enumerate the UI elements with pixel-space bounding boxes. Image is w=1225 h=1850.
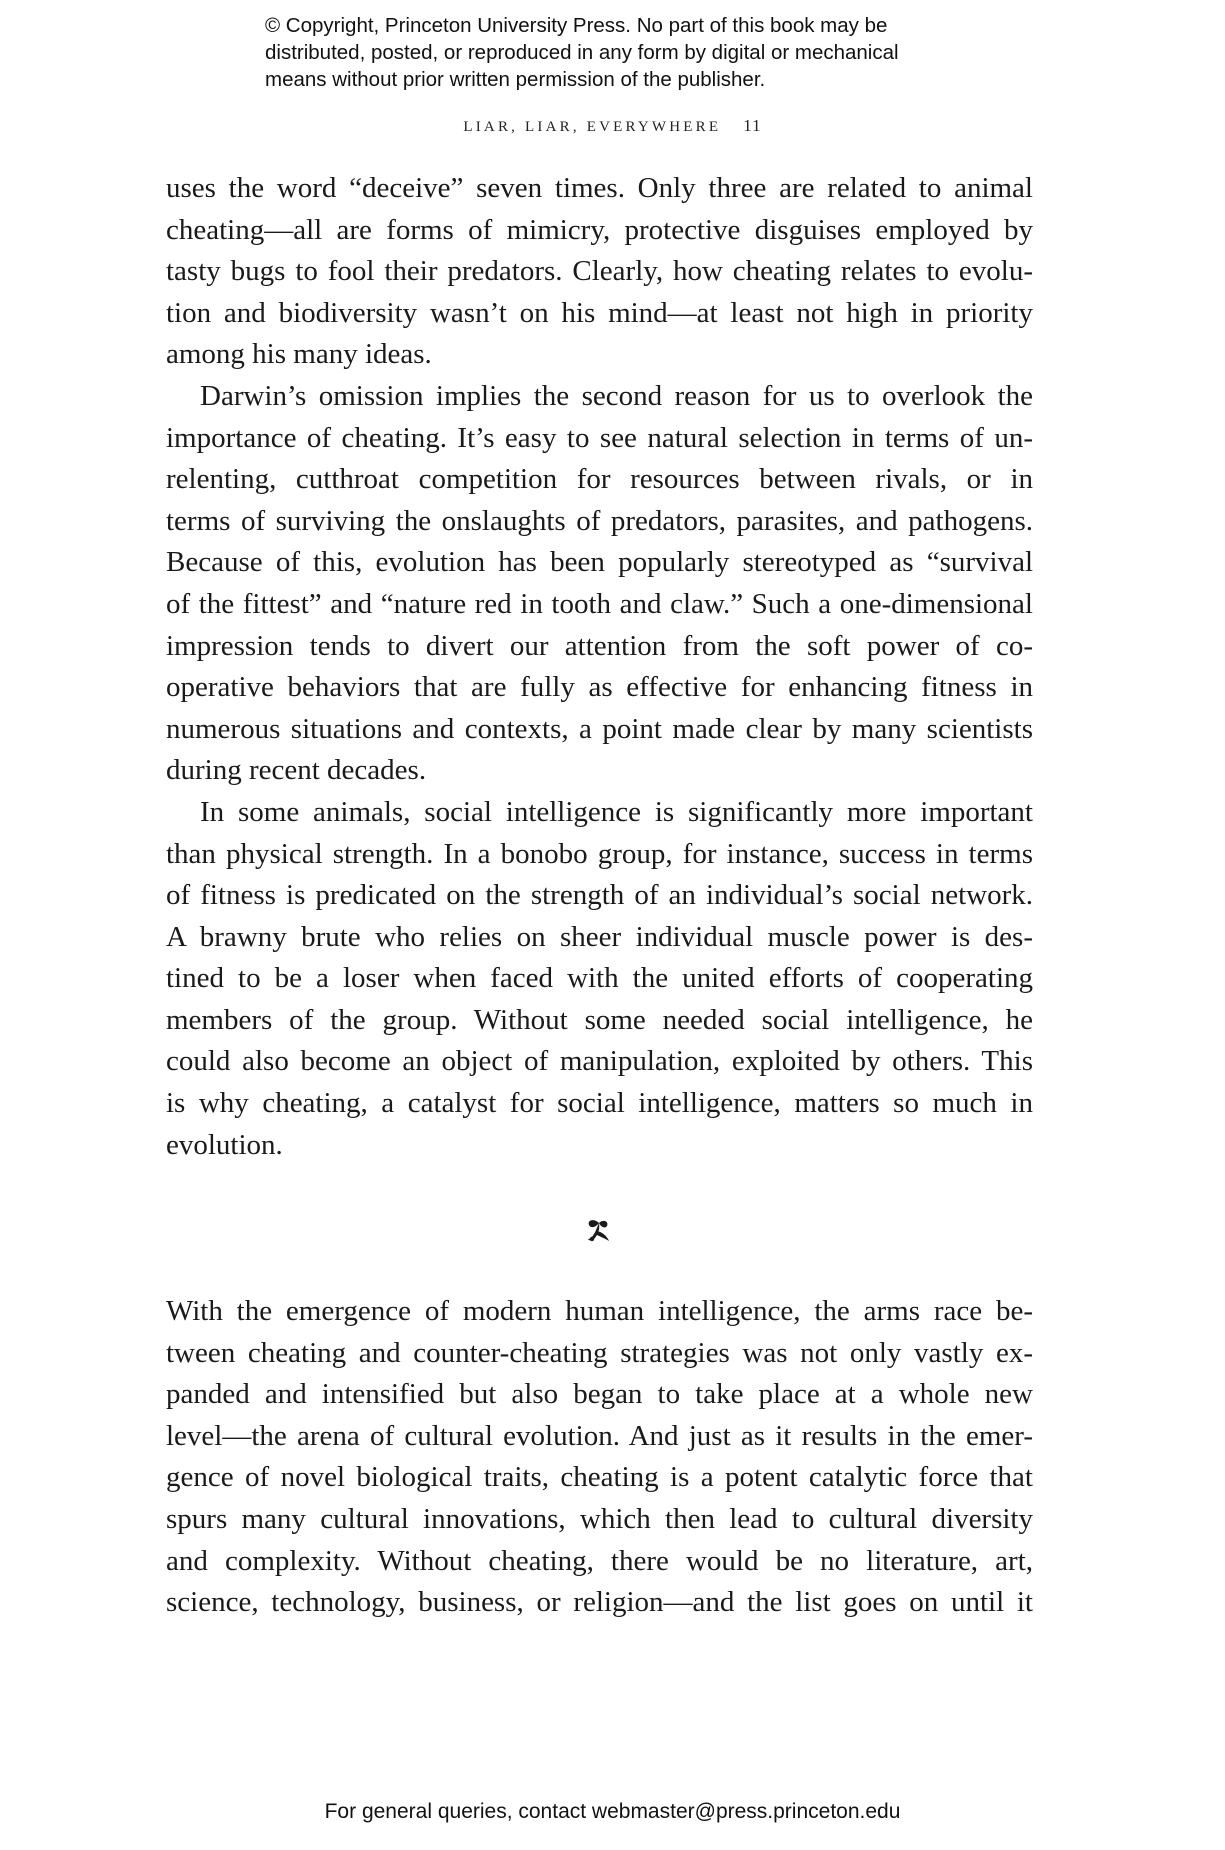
text-line: gence of novel biological traits, cheating is a potent catalytic force that [166,1461,1033,1494]
text-line: and complexity. Without cheating, there would be no literature, art, [166,1544,1033,1577]
paragraph [166,792,1033,1166]
text-line: level—the arena of cultural evolution. And just as it results in the emer- [166,1419,1033,1452]
text-line: spurs many cultural innovations, which then lead to cultural diversity [166,1502,1033,1535]
body-text-after-break [166,1291,1033,1624]
text-line: members of the group. Without some needed social intelligence, he [166,1003,1033,1036]
text-line: A brawny brute who relies on sheer individual muscle power is des- [166,920,1033,953]
text-line: operative behaviors that are fully as effective for enhancing fitness in [166,671,1033,704]
copyright-line: means without prior written permission of the publisher. [265,68,766,91]
text-line: panded and intensified but also began to take place at a whole new [166,1378,1033,1411]
text-line: tween cheating and counter-cheating strategies was not only vastly ex- [166,1336,1033,1369]
text-line: cheating—all are forms of mimicry, protective disguises employed by [166,213,1033,246]
text-line: impression tends to divert our attention from the soft power of co- [166,629,1033,662]
running-head-title: LIAR, LIAR, EVERYWHERE [463,119,722,135]
text-line: tined to be a loser when faced with the united efforts of cooperating [166,962,1033,995]
text-line: relenting, cutthroat competition for resources between rivals, or in [166,463,1033,496]
body-text [166,168,1033,1166]
running-head [0,116,1225,136]
text-line: among his many ideas. [166,338,432,371]
copyright-line: © Copyright, Princeton University Press. No part of this book may be [265,14,888,37]
footer-contact: For general queries, contact webmaster@press.princeton.edu [324,1800,901,1823]
page-number: 11 [743,116,762,135]
text-line: than physical strength. In a bonobo group, for instance, success in terms [166,837,1033,870]
text-line: is why cheating, a catalyst for social intelligence, matters so much in [166,1087,1033,1120]
text-line: terms of surviving the onslaughts of predators, parasites, and pathogens. [166,504,1033,537]
fleuron-ornament-icon [582,1214,616,1248]
paragraph [166,1291,1033,1624]
text-line: importance of cheating. It’s easy to see natural selection in terms of un- [166,421,1033,454]
paragraph [166,168,1033,376]
text-line: Because of this, evolution has been popularly stereotyped as “survival [166,546,1033,579]
copyright-line: distributed, posted, or reproduced in any form by digital or mechanical [265,41,899,64]
text-line: uses the word “deceive” seven times. Only three are related to animal [166,172,1033,204]
text-line: Darwin’s omission implies the second reason for us to overlook the [200,379,1033,412]
copyright-notice [265,12,1005,93]
text-line: In some animals, social intelligence is significantly more important [200,795,1033,828]
text-line: of the fittest” and “nature red in tooth and claw.” Such a one-dimensional [166,587,1033,620]
text-line: during recent decades. [166,754,427,787]
text-line: numerous situations and contexts, a point made clear by many scientists [166,712,1033,745]
text-line: science, technology, business, or religion—and the list goes on until it [166,1586,1033,1619]
text-line: tion and biodiversity wasn’t on his mind—at least not high in priority [166,296,1033,329]
text-line: With the emergence of modern human intelligence, the arms race be- [166,1295,1033,1327]
paragraph [166,376,1033,792]
text-line: tasty bugs to fool their predators. Clearly, how cheating relates to evolu- [166,255,1033,288]
text-line: could also become an object of manipulation, exploited by others. This [166,1045,1033,1078]
text-line: of fitness is predicated on the strength of an individual’s social network. [166,879,1033,912]
text-line: evolution. [166,1128,283,1161]
